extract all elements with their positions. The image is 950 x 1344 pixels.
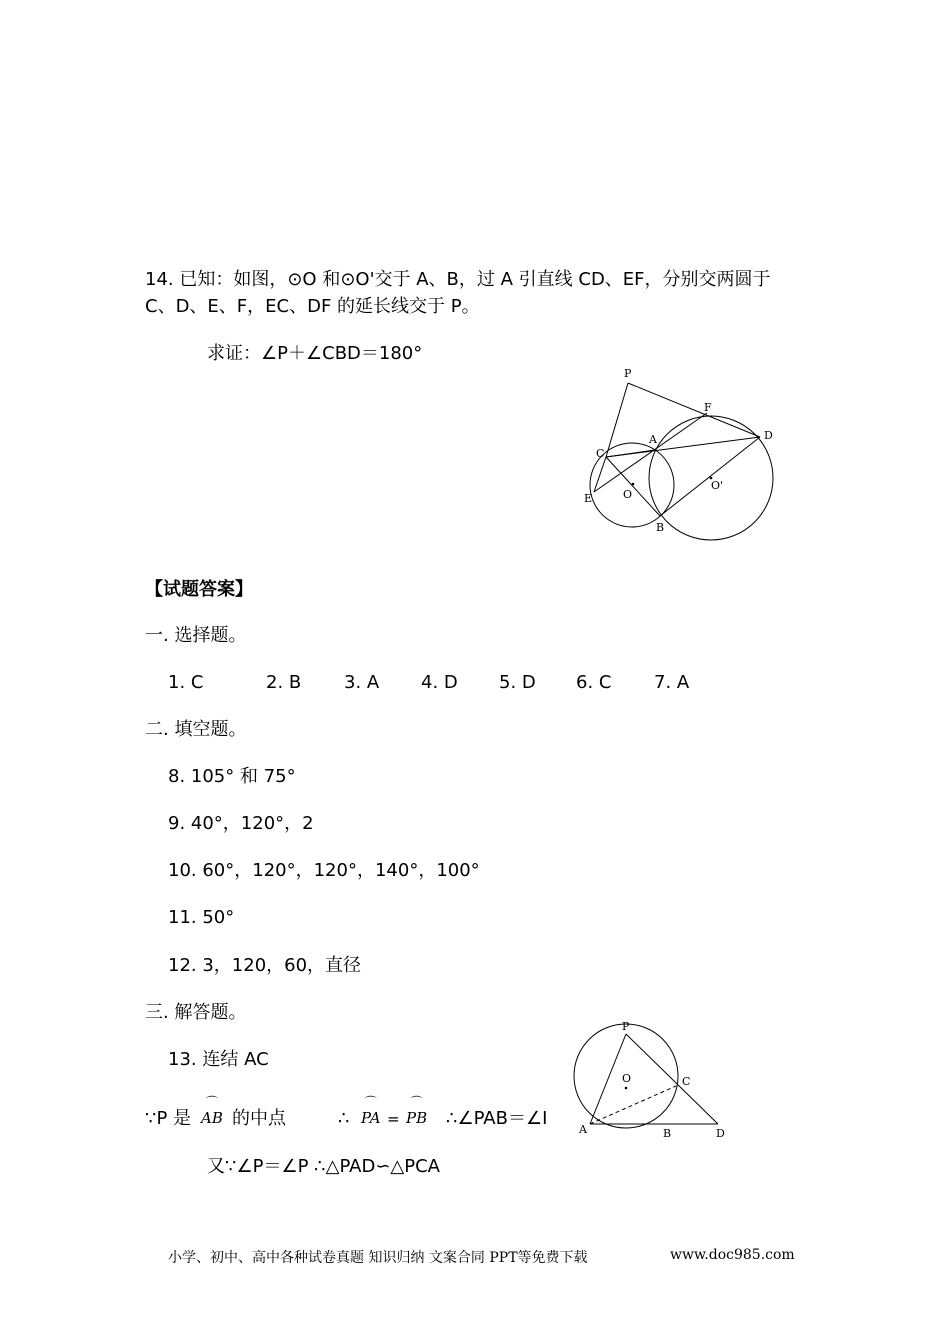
q13-line3: 又∵∠P＝∠P ∴△PAD∽△PCA [207,1156,440,1177]
choice-answer: 4. D [421,672,458,693]
label-o-prime: O' [711,479,724,492]
q13-midpoint: 的中点 [232,1108,286,1129]
fill-answer: 12. 3，120，60，直径 [168,955,362,976]
line-ef [594,413,707,492]
problem14-line2: C、D、E、F，EC、DF 的延长线交于 P。 [145,296,480,317]
label-p: P [624,367,632,380]
label-c: C [596,447,605,460]
footer-url[interactable]: www.doc985.com [670,1247,795,1263]
label-c-2: C [682,1075,691,1088]
section-fill-heading: 二. 填空题。 [145,719,247,740]
figure-circle-triangle [570,1015,730,1145]
line-ce [594,457,606,492]
figure-two-circles [580,360,780,545]
section-choice-heading: 一. 选择题。 [145,625,247,646]
q13-angle-statement: ∴∠PAB＝∠I [446,1108,548,1129]
label-d-2: D [716,1127,725,1140]
choice-answer: 5. D [499,672,536,693]
fill-answer: 8. 105° 和 75° [168,766,296,787]
section-solve-heading: 三. 解答题。 [145,1002,247,1023]
line-bd [660,437,760,516]
q13-arc-pb: ⌒ PB [406,1095,428,1127]
label-o-2: O [622,1072,632,1085]
choice-answer: 6. C [576,672,612,693]
fill-answer: 11. 50° [168,907,235,928]
footer-text: 小学、初中、高中各种试卷真题 知识归纳 文案合同 PPT等免费下载 [168,1250,588,1266]
line-pd [628,383,760,437]
answers-title: 【试题答案】 [145,579,253,600]
problem14-line1: 14. 已知：如图，⊙O 和⊙O'交于 A、B，过 A 引直线 CD、EF，分别交两圆于 [145,269,771,290]
label-a-2: A [579,1123,587,1136]
line-ca [606,450,655,457]
line-pd-2 [626,1034,718,1124]
label-e: E [584,492,593,505]
q13-line1: 13. 连结 AC [168,1049,269,1070]
line-pa [590,1034,626,1124]
choice-answer: 7. A [654,672,690,693]
label-p-2: P [622,1020,630,1033]
choice-answer: 1. C [168,672,204,693]
q13-because: ∵P 是 [145,1108,192,1129]
label-f: F [704,401,712,414]
q13-equals: = [387,1110,400,1128]
q13-therefore: ∴ [338,1108,350,1129]
choice-answer: 2. B [266,672,302,693]
label-d: D [764,429,773,442]
fill-answer: 10. 60°，120°，120°，140°，100° [168,860,480,881]
problem14-prove: 求证：∠P＋∠CBD＝180° [207,343,423,364]
choice-answer: 3. A [344,672,380,693]
q13-arc-ab: ⌒ AB [201,1095,223,1127]
fill-answer: 9. 40°，120°，2 [168,813,314,834]
q13-arc-pa: ⌒ PA [361,1095,381,1127]
label-o: O [623,488,633,501]
label-b: B [656,521,665,534]
line-cb [606,457,660,516]
label-a: A [649,433,657,446]
label-b-2: B [663,1127,672,1140]
